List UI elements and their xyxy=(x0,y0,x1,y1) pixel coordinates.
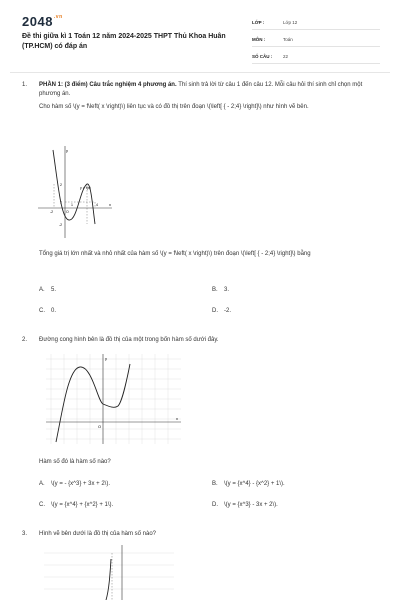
svg-text:-2: -2 xyxy=(59,223,63,227)
meta-row-grade: LỚP : Lớp 12 xyxy=(252,16,380,30)
function-graph-2 xyxy=(46,354,181,444)
question-1 xyxy=(22,81,382,112)
svg-text:7: 7 xyxy=(60,201,62,205)
function-graph-3 xyxy=(44,545,174,600)
question-3 xyxy=(22,530,382,539)
q1-option-b[interactable]: B. 3. xyxy=(212,287,230,293)
q1-option-a[interactable]: A. 5. xyxy=(39,287,57,293)
svg-text:O: O xyxy=(66,210,69,214)
site-logo[interactable]: $2048^{.vn}$ xyxy=(22,14,63,29)
header-divider xyxy=(10,72,390,73)
question-stem: Cho hàm số \(y = f\left( x \right)\) liên tục và có đồ thị trên đoạn \(\left[ { - 2;4} \right]\) như hình vẽ bên. xyxy=(39,104,309,110)
question-number: 1. xyxy=(22,82,28,88)
question-stem: Hình vẽ bên dưới là đồ thị của hàm số nào? xyxy=(39,531,157,537)
svg-text:2: 2 xyxy=(60,183,62,187)
document-title: Đề thi giữa kì 1 Toán 12 năm 2024-2025 THPT Thủ Khoa Huân (TP.HCM) có đáp án xyxy=(22,33,226,50)
svg-text:y: y xyxy=(66,148,68,153)
grid xyxy=(46,354,181,444)
svg-text:4: 4 xyxy=(96,203,98,207)
q2-option-d[interactable]: D. \(y = {x^3} - 3x + 2\). xyxy=(212,502,278,508)
question-2-prompt: Hàm số đó là hàm số nào? xyxy=(39,459,111,465)
function-curve xyxy=(56,364,130,442)
svg-text:y = f(x): y = f(x) xyxy=(80,186,91,190)
q2-option-b[interactable]: B. \(y = {x^4} - {x^2} + 1\). xyxy=(212,481,285,487)
question-number: 2. xyxy=(22,337,28,343)
document-meta xyxy=(252,16,380,67)
q2-option-a[interactable]: A. \(y = - {x^3} + 3x + 2\). xyxy=(39,481,111,487)
question-1-prompt: Tổng giá trị lớn nhất và nhỏ nhất của hàm số \(y = f\left( x \right)\) trên đoạn \(\left[ { - 2;4} \right]\) bằng xyxy=(39,251,311,257)
svg-text:y: y xyxy=(105,356,107,361)
svg-text:O: O xyxy=(98,424,102,429)
meta-row-subject: MÔN : Toán xyxy=(252,33,380,47)
svg-text:1: 1 xyxy=(71,203,73,207)
svg-text:-2: -2 xyxy=(50,210,54,214)
q2-option-c[interactable]: C. \(y = {x^4} + {x^2} + 1\). xyxy=(39,502,114,508)
question-2 xyxy=(22,336,382,345)
function-graph-1 xyxy=(38,144,114,240)
question-stem: Đường cong hình bên là đồ thị của một trong bốn hàm số dưới đây. xyxy=(39,337,219,343)
q1-option-c[interactable]: C. 0. xyxy=(39,308,57,314)
question-number: 3. xyxy=(22,531,28,537)
svg-text:x: x xyxy=(176,416,178,421)
question-intro: PHẦN 1: (3 điểm) Câu trắc nghiệm 4 phương án. Thí sinh trả lời từ câu 1 đến câu 12. Mỗi câu hỏi thí sinh chỉ chọn một phương án. xyxy=(39,82,363,97)
svg-text:x: x xyxy=(109,202,111,207)
meta-row-count: SỐ CÂU : 22 xyxy=(252,50,380,64)
page-header xyxy=(0,0,400,62)
q1-option-d[interactable]: D. -2. xyxy=(212,308,232,314)
